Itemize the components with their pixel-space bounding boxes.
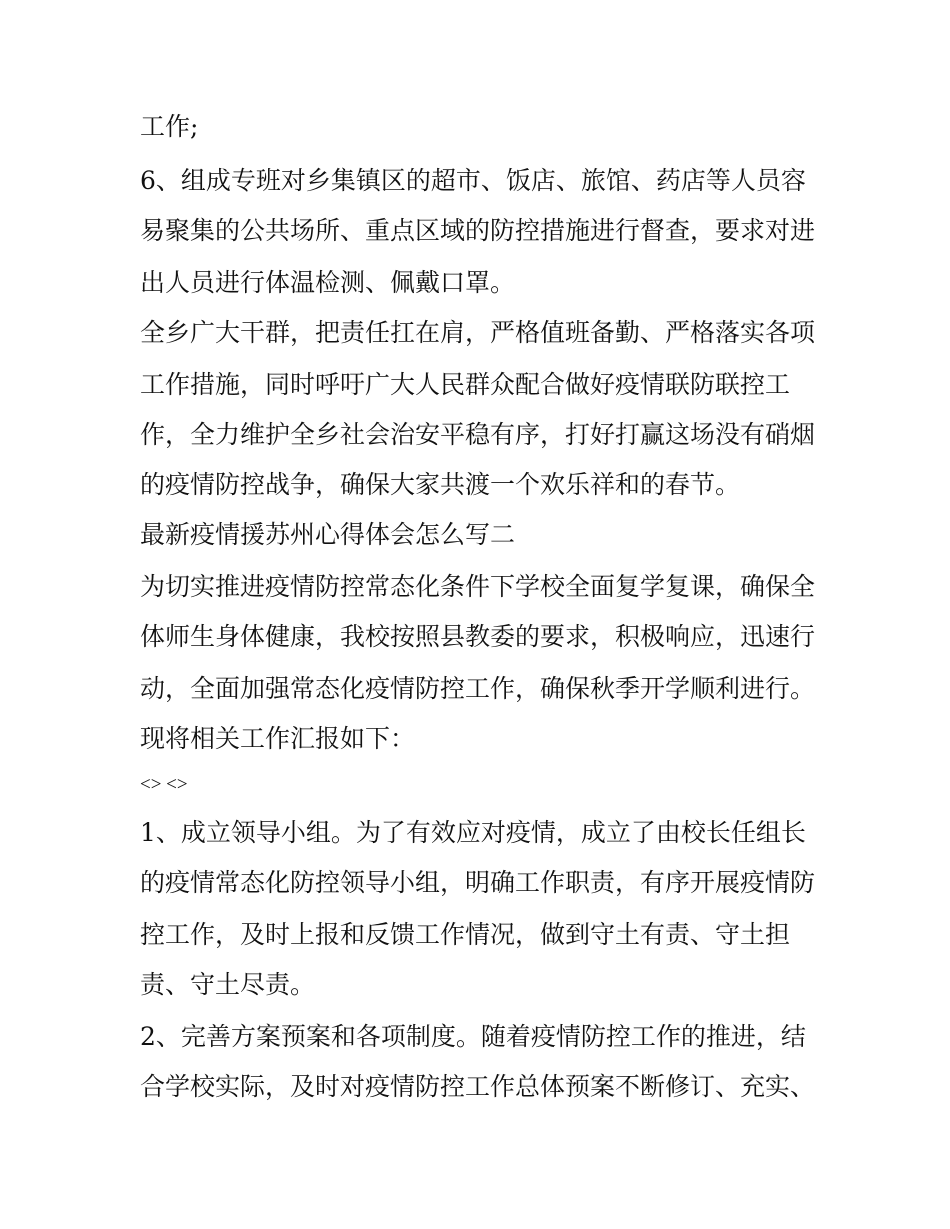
text-line: 的疫情防控战争，确保大家共渡一个欢乐祥和的春节。 <box>140 470 741 499</box>
text-line: 合学校实际，及时对疫情防控工作总体预案不断修订、充实、 <box>140 1072 816 1101</box>
text-line: 2、完善方案预案和各项制度。随着疫情防控工作的推进，结 <box>140 1022 806 1051</box>
text-line: 体师生身体健康，我校按照县教委的要求，积极响应，迅速行 <box>140 622 816 651</box>
text-line: 的疫情常态化防控领导小组，明确工作职责，有序开展疫情防 <box>140 868 816 897</box>
placeholder-marker: <> <> <box>140 774 188 795</box>
text-line: 6、组成专班对乡集镇区的超市、饭店、旅馆、药店等人员容 <box>140 166 806 195</box>
text-line: 作，全力维护全乡社会治安平稳有序，打好打赢这场没有硝烟 <box>140 420 816 449</box>
text-line: 为切实推进疫情防控常态化条件下学校全面复学复课，确保全 <box>140 572 816 601</box>
text-line: 现将相关工作汇报如下： <box>140 724 416 753</box>
text-line: 控工作，及时上报和反馈工作情况，做到守土有责、守土担 <box>140 920 791 949</box>
text-line: 动，全面加强常态化疫情防控工作，确保秋季开学顺利进行。 <box>140 674 816 703</box>
text-line: 出人员进行体温检测、佩戴口罩。 <box>140 268 516 297</box>
text-line: 易聚集的公共场所、重点区域的防控措施进行督查，要求对进 <box>140 216 816 245</box>
text-line: 工作; <box>140 112 199 141</box>
text-line: 1、成立领导小组。为了有效应对疫情，成立了由校长任组长 <box>140 818 806 847</box>
text-line: 工作措施，同时呼吁广大人民群众配合做好疫情联防联控工 <box>140 370 791 399</box>
text-line: 责、守土尽责。 <box>140 970 316 999</box>
text-line: 全乡广大干群，把责任扛在肩，严格值班备勤、严格落实各项 <box>140 318 816 347</box>
section-heading: 最新疫情援苏州心得体会怎么写二 <box>140 520 516 549</box>
